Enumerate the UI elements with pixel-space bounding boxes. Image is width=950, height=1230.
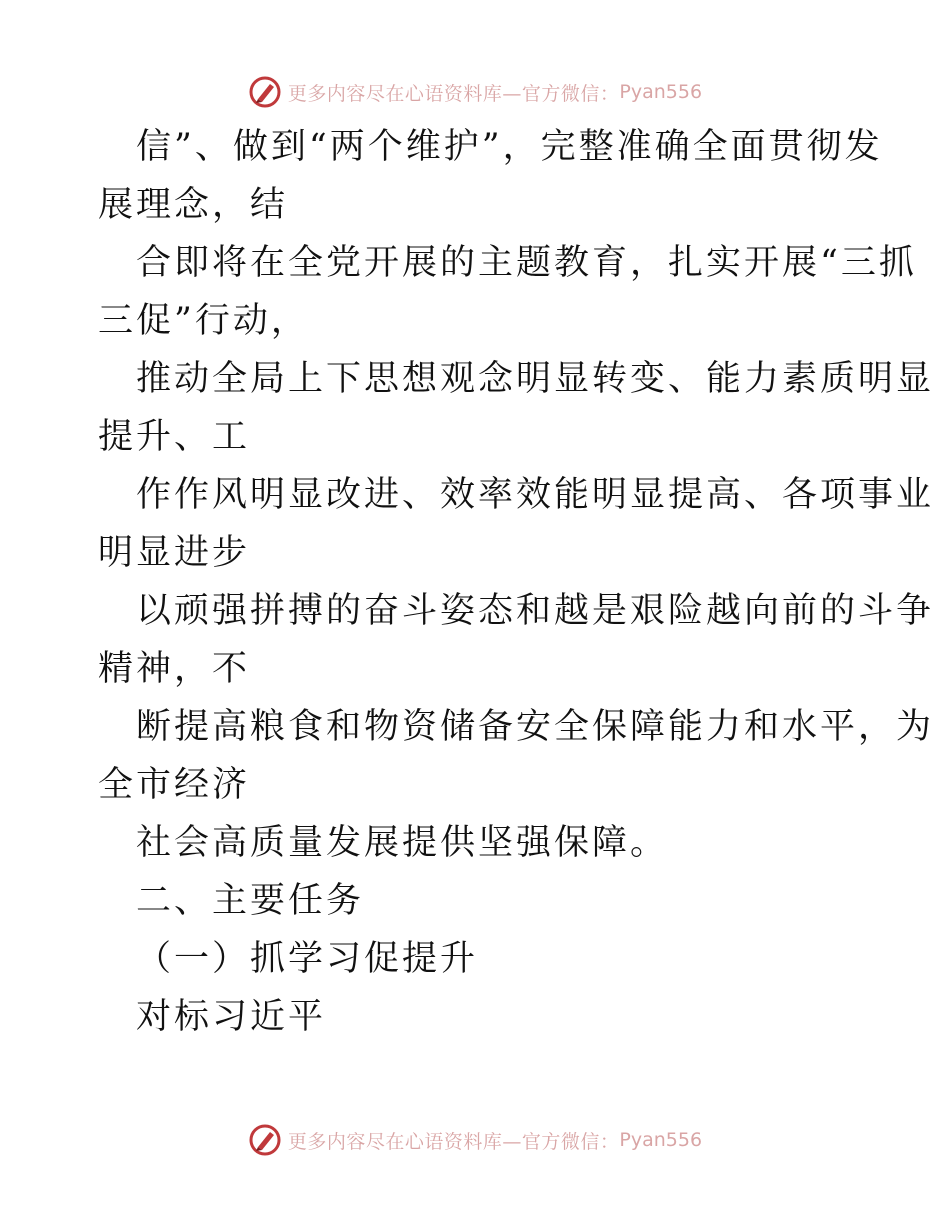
document-body (98, 118, 935, 1046)
subsection-heading: （一）抓学习促提升 (136, 939, 479, 979)
body-line: 社会高质量发展提供坚强保障。 (136, 823, 669, 863)
body-line: 作作风明显改进、效率效能明显提高、各项事业 (136, 475, 935, 515)
header-watermark-id: Pyan556 (619, 81, 703, 103)
body-line: 明显进步 (98, 533, 251, 573)
body-line: 合即将在全党开展的主题教育，扎实开展“三抓 (136, 243, 917, 283)
body-line: 三促”行动， (98, 301, 309, 341)
pen-logo-icon (248, 75, 282, 109)
body-line: 提升、工 (98, 417, 251, 457)
body-line: 对标习近平 (136, 997, 327, 1037)
body-line: 断提高粮食和物资储备安全保障能力和水平，为 (136, 707, 935, 747)
footer-watermark (0, 1120, 950, 1160)
pen-logo-icon (248, 1123, 282, 1157)
header-watermark (0, 72, 950, 112)
footer-watermark-id: Pyan556 (619, 1129, 703, 1151)
body-line: 全市经济 (98, 765, 251, 805)
section-heading: 二、主要任务 (136, 881, 365, 921)
footer-watermark-text: 更多内容尽在心语资料库—官方微信： (287, 1130, 620, 1153)
body-line: 推动全局上下思想观念明显转变、能力素质明显 (136, 359, 935, 399)
body-line: 展理念，结 (98, 185, 289, 225)
body-line: 精神，不 (98, 649, 251, 689)
body-line: 以顽强拼搏的奋斗姿态和越是艰险越向前的斗争 (136, 591, 935, 631)
header-watermark-text: 更多内容尽在心语资料库—官方微信： (287, 82, 620, 105)
body-line: 信”、做到“两个维护”，完整准确全面贯彻发 (136, 127, 883, 167)
